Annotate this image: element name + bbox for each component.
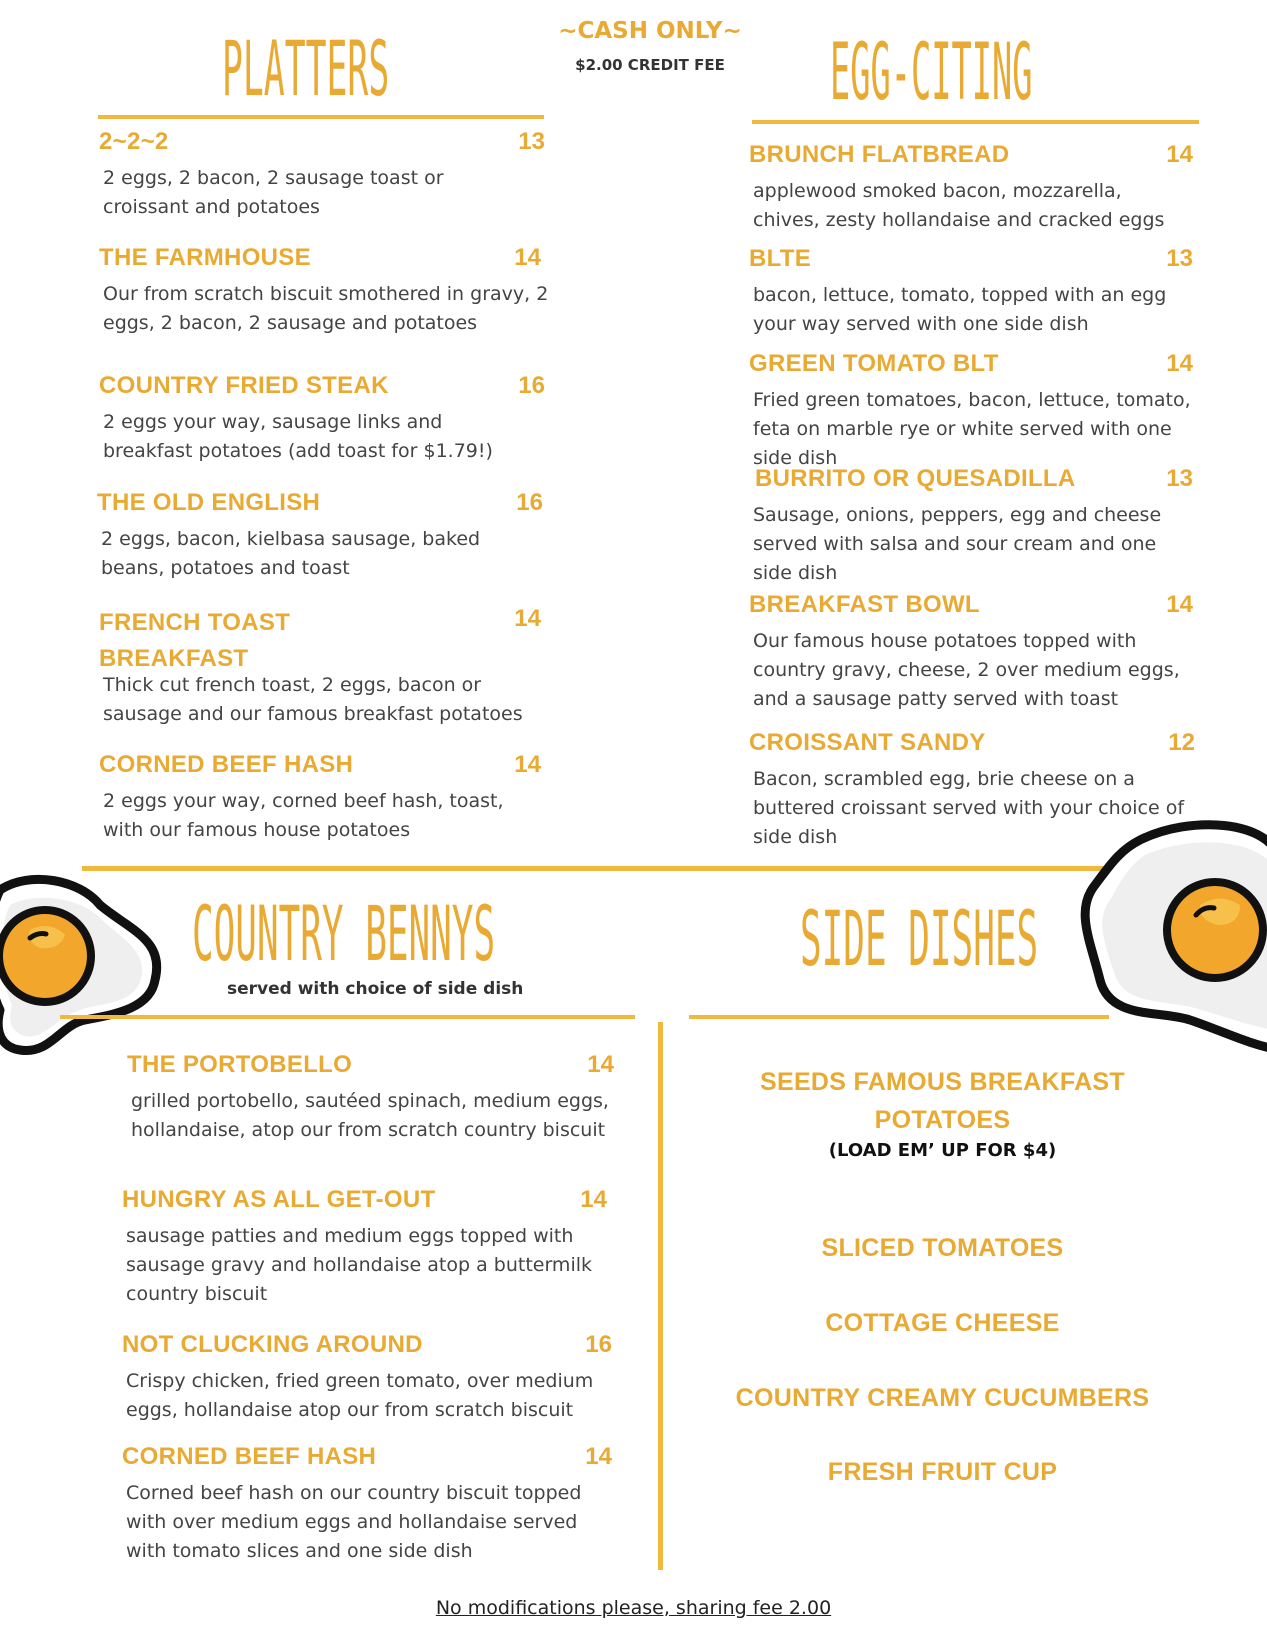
item-price: 12 (1168, 729, 1195, 756)
side-item: SLICED TOMATOES (821, 1234, 1064, 1262)
item-price: 14 (514, 751, 541, 778)
benny-item (127, 1051, 617, 1145)
sides-title: SIDE DISHES (800, 895, 1039, 984)
item-desc: applewood smoked bacon, mozzarella, chives, zesty hollandaise and cracked eggs (753, 180, 1165, 231)
item-name: 2~2~2 (99, 128, 169, 155)
item-price: 14 (514, 244, 541, 271)
platter-item (99, 128, 545, 222)
item-price: 14 (587, 1051, 614, 1078)
item-price: 14 (580, 1186, 607, 1213)
item-price: 14 (1166, 350, 1193, 377)
item-desc: 2 eggs your way, corned beef hash, toast, with our famous house potatoes (103, 790, 504, 841)
platters-rule (98, 115, 544, 119)
item-name: COUNTRY FRIED STEAK (99, 372, 389, 399)
middle-divider (82, 866, 1132, 871)
item-price: 16 (585, 1331, 612, 1358)
item-desc: Thick cut french toast, 2 eggs, bacon or sausage and our famous breakfast potatoes (103, 674, 523, 725)
item-desc: Corned beef hash on our country biscuit topped with over medium eggs and hollandaise served with tomato slices and one side dish (126, 1482, 582, 1562)
item-name: CORNED BEEF HASH (99, 751, 354, 778)
bennys-rule (60, 1015, 635, 1019)
eggciting-item (749, 141, 1193, 235)
fried-egg-icon (1080, 820, 1267, 1060)
platters-title: PLATTERS (222, 26, 390, 114)
benny-item (122, 1186, 607, 1309)
item-desc: Our from scratch biscuit smothered in gravy, 2 eggs, 2 bacon, 2 sausage and potatoes (103, 283, 549, 334)
eggciting-rule (752, 120, 1199, 124)
platter-item (99, 372, 545, 466)
eggciting-item (749, 591, 1193, 714)
platter-item (97, 489, 543, 583)
item-desc: 2 eggs, bacon, kielbasa sausage, baked beans, potatoes and toast (101, 528, 481, 579)
item-price: 13 (518, 128, 545, 155)
footer-note: No modifications please, sharing fee 2.00 (435, 1597, 832, 1619)
item-desc: Our famous house potatoes topped with country gravy, cheese, 2 over medium eggs, and a sausage patty served with toast (753, 630, 1180, 710)
item-price: 13 (1166, 465, 1193, 492)
cash-only-notice: ~CASH ONLY~ (558, 18, 742, 44)
item-desc: Sausage, onions, peppers, egg and cheese served with salsa and sour cream and one side dish (753, 504, 1162, 584)
side-item: COTTAGE CHEESE (825, 1309, 1060, 1337)
eggciting-item (749, 350, 1193, 473)
item-name: BURRITO OR QUESADILLA (755, 465, 1076, 492)
bennys-title: COUNTRY BENNYS (192, 890, 496, 979)
item-price: 16 (516, 489, 543, 516)
side-item: FRESH FRUIT CUP (827, 1458, 1058, 1486)
item-price: 16 (518, 372, 545, 399)
item-desc: bacon, lettuce, tomato, topped with an egg your way served with one side dish (753, 284, 1167, 335)
item-name: THE OLD ENGLISH (97, 489, 321, 516)
item-price: 14 (585, 1443, 612, 1470)
item-price: 14 (1166, 141, 1193, 168)
item-desc: 2 eggs your way, sausage links and breakfast potatoes (add toast for $1.79!) (103, 411, 493, 462)
platter-item (99, 605, 545, 729)
credit-fee-notice: $2.00 CREDIT FEE (575, 56, 725, 74)
item-desc: Crispy chicken, fried green tomato, over medium eggs, hollandaise atop our from scratch biscuit (126, 1370, 594, 1421)
eggciting-item (749, 245, 1193, 339)
side-potatoes-note: (LOAD EM’ UP FOR $4) (828, 1140, 1057, 1161)
item-desc: 2 eggs, 2 bacon, 2 sausage toast or croissant and potatoes (103, 167, 444, 218)
item-name: GREEN TOMATO BLT (749, 350, 999, 377)
item-price: 14 (514, 605, 541, 632)
item-desc: Bacon, scrambled egg, brie cheese on a buttered croissant served with your choice of side dish (753, 768, 1185, 848)
item-name: CORNED BEEF HASH (122, 1443, 377, 1470)
sides-rule (689, 1015, 1109, 1019)
item-name: HUNGRY AS ALL GET-OUT (122, 1186, 436, 1213)
item-desc: Fried green tomatoes, bacon, lettuce, tomato, feta on marble rye or white served with one side dish (753, 389, 1191, 469)
item-price: 14 (1166, 591, 1193, 618)
benny-item (122, 1443, 612, 1566)
eggciting-title: EGG-CITING (830, 26, 1033, 118)
item-name: BRUNCH FLATBREAD (749, 141, 1010, 168)
item-name: THE FARMHOUSE (99, 244, 311, 271)
item-price: 13 (1166, 245, 1193, 272)
side-item: COUNTRY CREAMY CUCUMBERS (735, 1384, 1150, 1412)
platter-item (99, 751, 545, 845)
item-name: CROISSANT SANDY (749, 729, 986, 756)
item-name: FRENCH TOAST BREAKFAST (99, 609, 291, 672)
bottom-vertical-divider (658, 1022, 663, 1570)
platter-item (99, 244, 549, 338)
fried-egg-icon (0, 860, 170, 1060)
item-name: BLTE (749, 245, 812, 272)
item-desc: sausage patties and medium eggs topped with sausage gravy and hollandaise atop a buttermilk country biscuit (126, 1225, 593, 1305)
item-name: THE PORTOBELLO (127, 1051, 353, 1078)
benny-item (122, 1331, 612, 1425)
item-name: NOT CLUCKING AROUND (122, 1331, 423, 1358)
item-name: BREAKFAST BOWL (749, 591, 980, 618)
eggciting-item (749, 465, 1193, 588)
item-desc: grilled portobello, sautéed spinach, medium eggs, hollandaise, atop our from scratch country biscuit (131, 1090, 609, 1141)
bennys-subtitle: served with choice of side dish (227, 979, 524, 999)
side-potatoes: SEEDS FAMOUS BREAKFAST POTATOES (760, 1068, 1125, 1134)
